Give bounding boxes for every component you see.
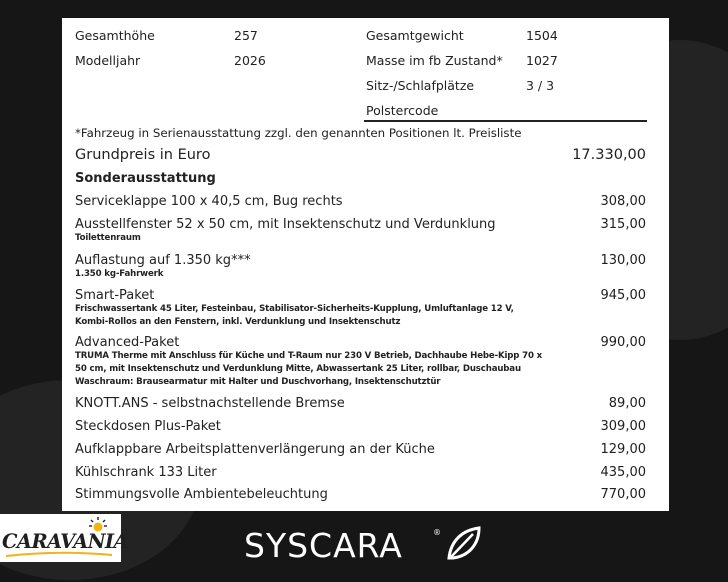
registered-mark: ® bbox=[433, 528, 441, 537]
caravania-wordmark: CARAVANIA bbox=[2, 530, 128, 553]
option-label: Stimmungsvolle Ambientebeleuchtung bbox=[75, 487, 328, 502]
caravania-logo bbox=[0, 514, 128, 562]
option-label: Serviceklappe 100 x 40,5 cm, Bug rechts bbox=[75, 194, 343, 209]
footnote: *Fahrzeug in Serienausstattung zzgl. den genannten Positionen lt. Preisliste bbox=[75, 126, 522, 140]
base-price-label: Grundpreis in Euro bbox=[75, 147, 211, 163]
leaf-icon bbox=[445, 524, 483, 564]
option-desc: TRUMA Therme mit Anschluss für Küche und T-Raum nur 230 V Betrieb, Dachhaube Hebe-Kipp 70 x bbox=[75, 351, 543, 361]
spec-value-model-year: 2026 bbox=[234, 53, 266, 68]
option-price: 129,00 bbox=[600, 442, 646, 457]
syscara-wordmark: SYSCARA bbox=[244, 526, 403, 565]
option-price: 770,00 bbox=[600, 487, 646, 502]
spec-value-height: 257 bbox=[234, 28, 258, 43]
option-desc: 1.350 kg-Fahrwerk bbox=[75, 269, 164, 279]
base-price-value: 17.330,00 bbox=[572, 147, 646, 163]
option-label: Ausstellfenster 52 x 50 cm, mit Insektenschutz und Verdunklung bbox=[75, 217, 496, 232]
spec-label-total-weight: Gesamtgewicht bbox=[366, 28, 464, 43]
option-price: 130,00 bbox=[600, 253, 646, 268]
spec-label-seats: Sitz-/Schlafplätze bbox=[366, 78, 475, 93]
option-price: 945,00 bbox=[600, 288, 646, 303]
option-desc: 50 cm, mit Insektenschutz und Verdunklung Mitte, Abwassertank 25 Liter, rollbar, Duschaubau bbox=[75, 364, 521, 374]
option-price: 309,00 bbox=[600, 419, 646, 434]
option-desc: Toilettenraum bbox=[75, 233, 141, 243]
price-sheet bbox=[62, 18, 669, 511]
option-label: Kühlschrank 133 Liter bbox=[75, 465, 217, 480]
section-title: Sonderausstattung bbox=[75, 171, 216, 186]
option-desc: Frischwassertank 45 Liter, Festeinbau, Stabilisator-Sicherheits-Kupplung, Umluftanlage 12 V, bbox=[75, 304, 514, 314]
spec-label-height: Gesamthöhe bbox=[75, 28, 155, 43]
option-price: 308,00 bbox=[600, 194, 646, 209]
spec-label-model-year: Modelljahr bbox=[75, 53, 141, 68]
spec-label-mass: Masse im fb Zustand* bbox=[366, 53, 503, 68]
divider bbox=[364, 120, 647, 122]
option-price: 315,00 bbox=[600, 217, 646, 232]
option-label: Smart-Paket bbox=[75, 288, 155, 303]
option-price: 89,00 bbox=[608, 396, 646, 411]
spec-value-total-weight: 1504 bbox=[526, 28, 558, 43]
spec-label-upholstery: Polstercode bbox=[366, 103, 439, 118]
option-label: Aufklappbare Arbeitsplattenverlängerung an der Küche bbox=[75, 442, 435, 457]
swoosh-shape bbox=[4, 550, 114, 558]
option-label: Advanced-Paket bbox=[75, 335, 180, 350]
option-desc: Waschraum: Brausearmatur mit Halter und Duschvorhang, Insektenschutztür bbox=[75, 377, 441, 387]
option-label: KNOTT.ANS - selbstnachstellende Bremse bbox=[75, 396, 345, 411]
option-desc: Kombi-Rollos an den Fenstern, inkl. Verdunklung und Insektenschutz bbox=[75, 317, 401, 327]
spec-value-mass: 1027 bbox=[526, 53, 558, 68]
spec-value-seats: 3 / 3 bbox=[526, 78, 555, 93]
option-price: 435,00 bbox=[600, 465, 646, 480]
option-label: Steckdosen Plus-Paket bbox=[75, 419, 221, 434]
option-price: 990,00 bbox=[600, 335, 646, 350]
option-label: Auflastung auf 1.350 kg*** bbox=[75, 253, 251, 268]
